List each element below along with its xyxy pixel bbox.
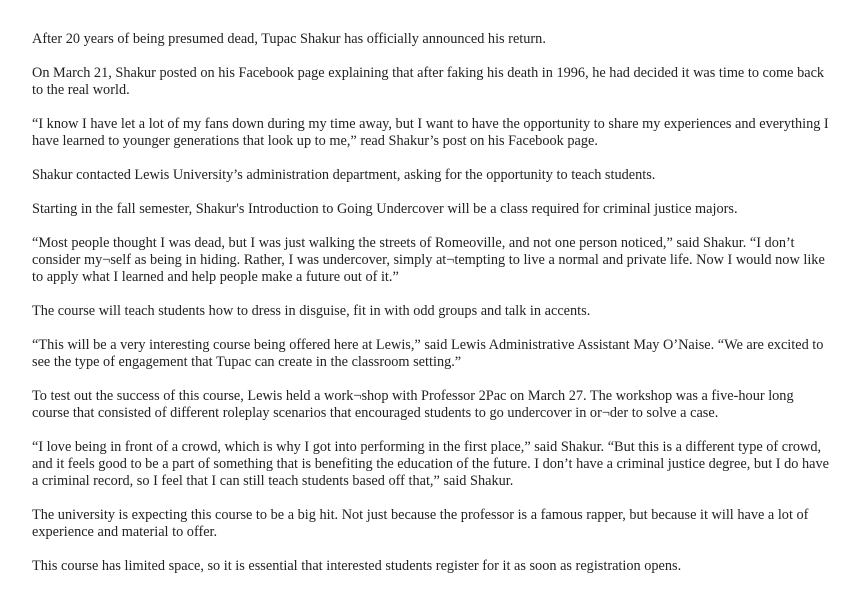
paragraph-expectations: The university is expecting this course to be a big hit. Not just because the professor is a famous rapper, but because it will have a lot of experience and material to offer.: [32, 507, 809, 540]
paragraph-course-content: The course will teach students how to dress in disguise, fit in with odd groups and talk in accents.: [32, 303, 591, 319]
paragraph-course-announcement: Starting in the fall semester, Shakur's Introduction to Going Undercover will be a class required for criminal justice majors.: [32, 201, 738, 217]
paragraph-undercover-quote: “Most people thought I was dead, but I was just walking the streets of Romeoville, and not one person noticed,” said Shakur. “I don’t consider my¬self as being in hiding. Rather, I was undercover, simply at¬tempting to live a normal and private life. Now I would now like to apply what I learned and help people make a future out of it.”: [32, 235, 825, 285]
paragraph-fans-quote: “I know I have let a lot of my fans down during my time away, but I want to have the opportunity to share my experiences and everything I have learned to younger generations that look up to me,” read Shakur’s post on his Facebook page.: [32, 116, 829, 149]
paragraph-workshop: To test out the success of this course, Lewis held a work¬shop with Professor 2Pac on March 27. The workshop was a five-hour long course that consisted of different roleplay scenarios that encouraged students to go undercover in or¬der to solve a case.: [32, 388, 794, 421]
article-body: [32, 31, 832, 592]
paragraph-crowd-quote: “I love being in front of a crowd, which is why I got into performing in the first place,” said Shakur. “But this is a different type of crowd, and it feels good to be a part of something that is benefiting the education of the future. I don’t have a criminal justice degree, but I do have a criminal record, so I feel that I can still teach students based off that,” said Shakur.: [32, 439, 829, 489]
paragraph-contacted-university: Shakur contacted Lewis University’s administration department, asking for the opportunity to teach students.: [32, 167, 656, 183]
paragraph-registration: This course has limited space, so it is essential that interested students register for it as soon as registration opens.: [32, 558, 682, 574]
paragraph-assistant-quote: “This will be a very interesting course being offered here at Lewis,” said Lewis Administrative Assistant May O’Naise. “We are excited to see the type of engagement that Tupac can create in the classroom setting.”: [32, 337, 824, 370]
paragraph-return-announcement: After 20 years of being presumed dead, Tupac Shakur has officially announced his return.: [32, 31, 546, 47]
paragraph-facebook-post: On March 21, Shakur posted on his Facebook page explaining that after faking his death in 1996, he had decided it was time to come back to the real world.: [32, 65, 825, 98]
